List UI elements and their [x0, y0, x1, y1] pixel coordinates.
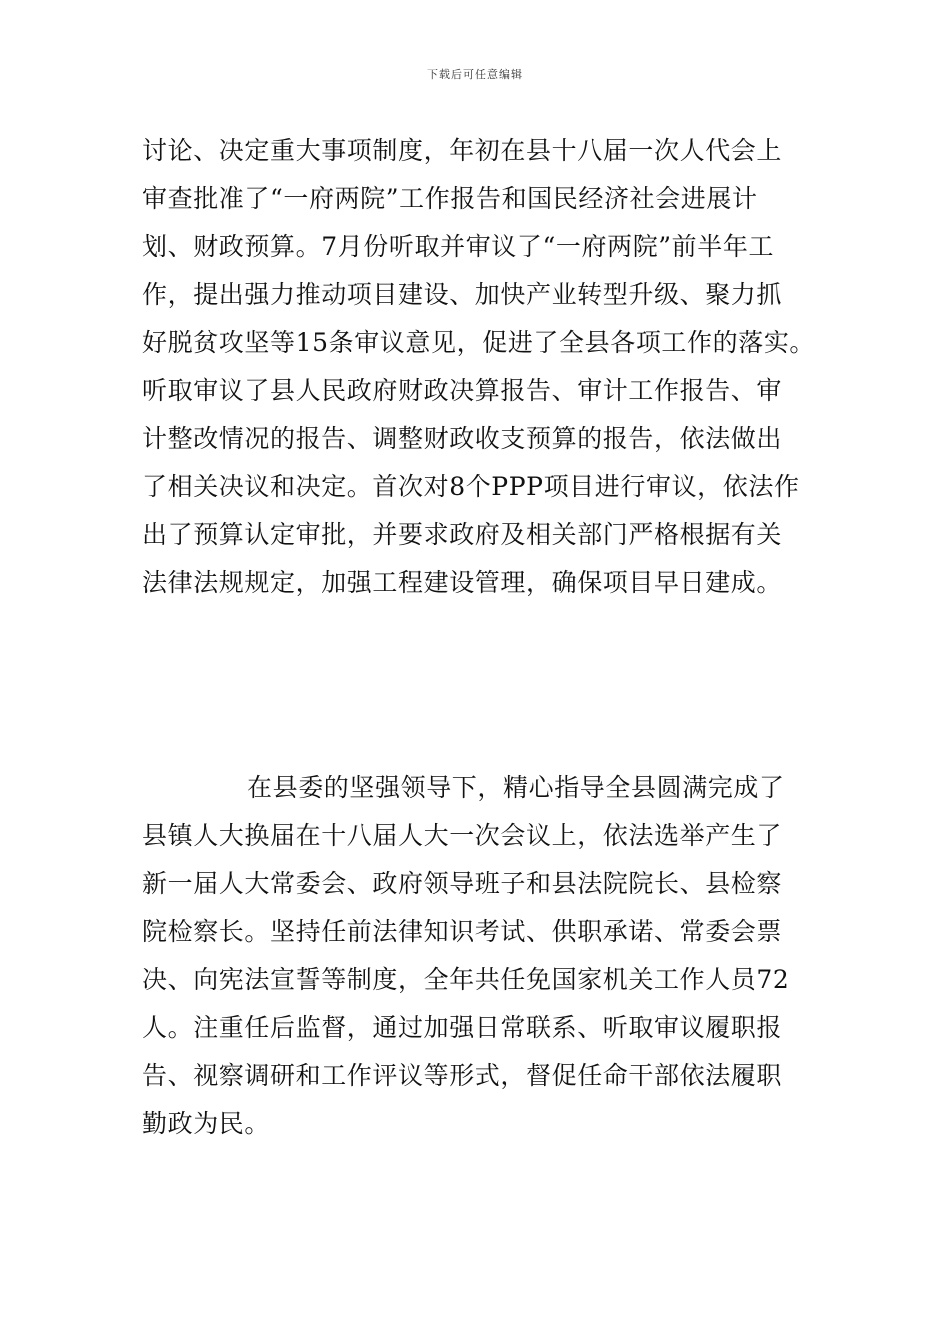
- paragraph-line: 县镇人大换届在十八届人大一次会议上，依法选举产生了: [142, 821, 783, 850]
- paragraph-line: 听取审议了县人民政府财政决算报告、审计工作报告、审: [142, 376, 783, 405]
- header-note: 下载后可任意编辑: [427, 68, 523, 81]
- paragraph-line: 院检察长。坚持任前法律知识考试、供职承诺、常委会票: [142, 917, 783, 946]
- paragraph-line: 出了预算认定审批，并要求政府及相关部门严格根据有关: [142, 520, 783, 549]
- paragraph-line: 在县委的坚强领导下，精心指导全县圆满完成了: [247, 773, 785, 802]
- paragraph-line: 新一届人大常委会、政府领导班子和县法院院长、县检察: [142, 869, 783, 898]
- paragraph-line: 人。注重任后监督，通过加强日常联系、听取审议履职报: [142, 1013, 783, 1042]
- paragraph-line: 决、向宪法宣誓等制度，全年共任免国家机关工作人员72: [142, 965, 790, 994]
- paragraph-line: 告、视察调研和工作评议等形式，督促任命干部依法履职: [142, 1061, 783, 1090]
- paragraph-line: 审查批准了“一府两院”工作报告和国民经济社会进展计: [142, 184, 758, 213]
- paragraph-line: 了相关决议和决定。首次对8个PPP项目进行审议，依法作: [142, 472, 800, 501]
- paragraph-line: 勤政为民。: [142, 1109, 271, 1138]
- paragraph-line: 好脱贫攻坚等15条审议意见，促进了全县各项工作的落实。: [142, 328, 816, 357]
- paragraph-line: 计整改情况的报告、调整财政收支预算的报告，依法做出: [142, 424, 783, 453]
- paragraph-line: 作，提出强力推动项目建设、加快产业转型升级、聚力抓: [142, 280, 783, 309]
- paragraph-line: 划、财政预算。7月份听取并审议了“一府两院”前半年工: [142, 232, 775, 261]
- paragraph-line: 法律法规规定，加强工程建设管理，确保项目早日建成。: [142, 568, 783, 597]
- paragraph-line: 讨论、决定重大事项制度，年初在县十八届一次人代会上: [142, 136, 783, 165]
